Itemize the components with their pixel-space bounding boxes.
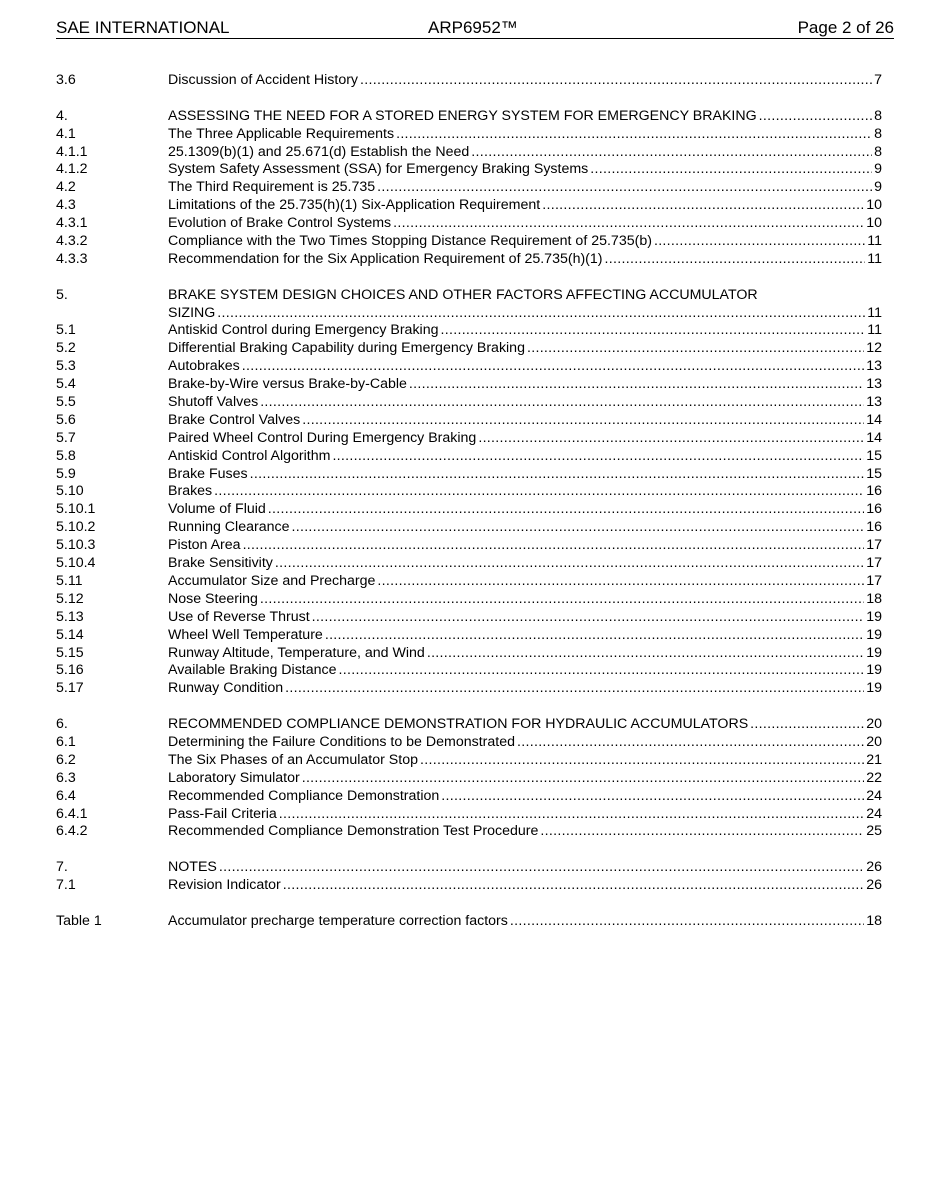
toc-entry-page: 11	[867, 304, 882, 321]
toc-entry-number: Table 1	[56, 912, 102, 929]
toc-entry	[56, 197, 882, 215]
toc-entry-title: Wheel Well Temperature	[168, 626, 323, 643]
toc-entry-number: 5.8	[56, 447, 76, 464]
toc-entry-page: 17	[866, 537, 882, 554]
toc-entry-number: 5.1	[56, 322, 76, 339]
toc-entry-number: 5.9	[56, 465, 76, 482]
toc-entry-title: The Third Requirement is 25.735	[168, 179, 376, 196]
toc-entry	[56, 752, 882, 770]
toc-entry-number: 5.10.3	[56, 537, 96, 554]
toc-entry-page: 15	[866, 447, 882, 464]
toc-entry	[56, 322, 882, 340]
toc-entry	[56, 466, 882, 484]
toc-leader-dots	[312, 609, 865, 627]
page-header	[56, 18, 894, 39]
toc-entry-title: Nose Steering	[168, 590, 258, 607]
toc-entry-title: Accumulator precharge temperature correction factors	[168, 912, 508, 929]
toc-leader-dots	[325, 627, 864, 645]
toc-leader-dots	[279, 806, 864, 824]
table-of-contents	[56, 72, 882, 931]
toc-entry	[56, 680, 882, 698]
toc-entry-number: 6.2	[56, 751, 76, 768]
toc-leader-dots	[377, 573, 864, 591]
toc-entry-number: 5.10.1	[56, 501, 96, 518]
toc-leader-dots	[654, 233, 865, 251]
toc-entry-page: 10	[866, 197, 882, 214]
toc-entry-page: 18	[866, 590, 882, 607]
toc-entry-number: 4.3.3	[56, 250, 88, 267]
toc-entry-number: 4.1.1	[56, 143, 88, 160]
toc-entry-number: 5.3	[56, 358, 76, 375]
toc-entry-title: Available Braking Distance	[168, 662, 337, 679]
toc-entry-title: 25.1309(b)(1) and 25.671(d) Establish the Need	[168, 143, 470, 160]
toc-entry-page: 14	[866, 429, 882, 446]
toc-entry	[56, 287, 882, 323]
toc-entry-number: 6.	[56, 716, 68, 733]
toc-leader-dots	[471, 144, 872, 162]
toc-entry-title: The Six Phases of an Accumulator Stop	[168, 751, 418, 768]
toc-entry-number: 3.6	[56, 71, 76, 88]
toc-entry-title: Revision Indicator	[168, 877, 281, 894]
toc-entry-page: 11	[867, 322, 882, 339]
header-doc-id: ARP6952™	[428, 18, 518, 37]
toc-leader-dots	[214, 483, 864, 501]
toc-entry	[56, 233, 882, 251]
toc-leader-dots	[542, 197, 864, 215]
toc-entry-number: 5.12	[56, 590, 84, 607]
toc-leader-dots	[517, 734, 864, 752]
toc-entry-number: 4.2	[56, 179, 76, 196]
toc-entry-title: Antiskid Control Algorithm	[168, 447, 331, 464]
toc-entry-number: 5.6	[56, 411, 76, 428]
toc-entry-title: Antiskid Control during Emergency Braking	[168, 322, 439, 339]
toc-entry-number: 5.2	[56, 340, 76, 357]
toc-entry-number: 5.17	[56, 680, 84, 697]
toc-entry-title: RECOMMENDED COMPLIANCE DEMONSTRATION FOR HYDRAULIC ACCUMULATORS	[168, 716, 749, 733]
toc-entry-page: 11	[867, 250, 882, 267]
toc-entry	[56, 376, 882, 394]
toc-entry-page: 13	[866, 376, 882, 393]
toc-entry-title: Accumulator Size and Precharge	[168, 572, 376, 589]
toc-entry-number: 4.1.2	[56, 161, 88, 178]
toc-entry-number: 6.1	[56, 733, 76, 750]
toc-leader-dots	[302, 412, 864, 430]
toc-leader-dots	[339, 662, 865, 680]
toc-entry	[56, 144, 882, 162]
toc-entry-page: 26	[866, 859, 882, 876]
toc-entry-number: 4.3.2	[56, 233, 88, 249]
toc-leader-dots	[409, 376, 864, 394]
toc-entry	[56, 573, 882, 591]
toc-entry	[56, 877, 882, 895]
toc-entry-title: Brake-by-Wire versus Brake-by-Cable	[168, 376, 407, 393]
toc-entry-page: 25	[866, 823, 882, 840]
toc-leader-dots	[393, 215, 864, 233]
toc-leader-dots	[605, 251, 866, 269]
toc-entry-number: 6.4	[56, 787, 76, 804]
toc-entry-page: 26	[866, 877, 882, 894]
toc-leader-dots	[243, 537, 865, 555]
toc-entry-title: Brake Control Valves	[168, 411, 301, 428]
toc-entry-page: 9	[874, 161, 882, 178]
toc-leader-dots	[590, 161, 872, 179]
toc-entry-title: Recommended Compliance Demonstration	[168, 787, 440, 804]
toc-entry	[56, 448, 882, 466]
toc-entry	[56, 412, 882, 430]
toc-entry	[56, 770, 882, 788]
toc-entry-number: 4.3.1	[56, 215, 88, 232]
toc-entry	[56, 662, 882, 680]
toc-entry-number: 4.3	[56, 197, 76, 214]
toc-entry-number: 6.3	[56, 769, 76, 786]
toc-entry	[56, 716, 882, 734]
toc-entry-number: 5.10	[56, 483, 84, 500]
toc-leader-dots	[302, 770, 865, 788]
toc-entry	[56, 394, 882, 412]
toc-entry-title: NOTES	[168, 859, 217, 876]
toc-entry-title: Volume of Fluid	[168, 501, 266, 518]
toc-entry-page: 19	[866, 662, 882, 679]
toc-entry-page: 9	[874, 179, 882, 196]
toc-leader-dots	[540, 823, 864, 841]
toc-entry-title: Brakes	[168, 483, 213, 500]
toc-entry-page: 21	[866, 751, 882, 768]
toc-entry-number: 5.4	[56, 376, 76, 393]
toc-entry-page: 18	[866, 912, 882, 929]
toc-entry-title: Evolution of Brake Control Systems	[168, 215, 392, 232]
toc-entry	[56, 788, 882, 806]
toc-leader-dots	[285, 680, 864, 698]
toc-entry-number: 6.4.1	[56, 805, 88, 822]
toc-leader-dots	[242, 358, 864, 376]
toc-entry	[56, 179, 882, 197]
toc-entry-number: 5.7	[56, 429, 76, 446]
toc-leader-dots	[291, 519, 864, 537]
toc-entry	[56, 734, 882, 752]
toc-leader-dots	[377, 179, 872, 197]
toc-entry-page: 19	[866, 644, 882, 661]
toc-entry-number: 7.1	[56, 877, 76, 894]
toc-leader-dots	[420, 752, 864, 770]
header-org: SAE INTERNATIONAL	[56, 18, 230, 37]
toc-entry-page: 17	[866, 555, 882, 572]
toc-entry-page: 20	[866, 733, 882, 750]
toc-entry-page: 13	[866, 394, 882, 411]
toc-leader-dots	[283, 877, 864, 895]
toc-entry	[56, 161, 882, 179]
toc-entry-title: Differential Braking Capability during Emergency Braking	[168, 340, 525, 357]
toc-entry-title: Determining the Failure Conditions to be Demonstrated	[168, 733, 515, 750]
toc-entry-title: System Safety Assessment (SSA) for Emergency Braking Systems	[168, 161, 589, 178]
toc-leader-dots	[360, 72, 872, 90]
toc-entry-title: Pass-Fail Criteria	[168, 805, 277, 822]
toc-entry-number: 7.	[56, 859, 68, 876]
toc-leader-dots	[250, 466, 865, 484]
toc-entry-title: Recommended Compliance Demonstration Test Procedure	[168, 823, 539, 840]
toc-entry-number: 4.1	[56, 125, 76, 142]
toc-entry-page: 19	[866, 626, 882, 643]
toc-entry-page: 16	[866, 483, 882, 500]
toc-leader-dots	[332, 448, 864, 466]
toc-entry-number: 5.	[56, 286, 68, 303]
toc-entry-number: 5.13	[56, 608, 84, 625]
toc-entry	[56, 806, 882, 824]
toc-entry-page: 24	[866, 805, 882, 822]
toc-entry	[56, 537, 882, 555]
toc-entry-title-cont: SIZING	[168, 304, 216, 321]
toc-entry-page: 24	[866, 787, 882, 804]
toc-leader-dots	[260, 394, 864, 412]
toc-leader-dots	[478, 430, 864, 448]
toc-leader-dots	[275, 555, 864, 573]
toc-entry-title: ASSESSING THE NEED FOR A STORED ENERGY SYSTEM FOR EMERGENCY BRAKING	[168, 107, 757, 124]
toc-leader-dots	[396, 126, 872, 144]
toc-entry	[56, 358, 882, 376]
toc-entry-page: 19	[866, 680, 882, 697]
toc-leader-dots	[260, 591, 864, 609]
toc-entry	[56, 609, 882, 627]
toc-entry-page: 11	[867, 233, 882, 249]
toc-leader-dots	[217, 305, 865, 323]
toc-entry-number: 4.	[56, 107, 68, 124]
toc-entry-title: Shutoff Valves	[168, 394, 259, 411]
toc-entry-page: 12	[866, 340, 882, 357]
toc-leader-dots	[268, 501, 864, 519]
toc-entry-page: 22	[866, 769, 882, 786]
toc-leader-dots	[219, 859, 864, 877]
toc-entry	[56, 627, 882, 645]
toc-entry-number: 5.10.4	[56, 555, 96, 572]
toc-entry-title: The Three Applicable Requirements	[168, 125, 395, 142]
toc-leader-dots	[440, 322, 865, 340]
toc-entry-title: BRAKE SYSTEM DESIGN CHOICES AND OTHER FACTORS AFFECTING ACCUMULATOR	[168, 286, 758, 303]
toc-entry-page: 16	[866, 519, 882, 536]
toc-entry-page: 13	[866, 358, 882, 375]
toc-entry	[56, 823, 882, 841]
toc-entry-title: Running Clearance	[168, 519, 290, 536]
toc-entry-title: Paired Wheel Control During Emergency Braking	[168, 429, 477, 446]
toc-entry	[56, 340, 882, 358]
toc-entry-title: Compliance with the Two Times Stopping Distance Requirement of 25.735(b)	[168, 233, 652, 249]
toc-entry-title: Discussion of Accident History	[168, 71, 359, 88]
toc-entry	[56, 913, 882, 931]
toc-entry-title: Use of Reverse Thrust	[168, 608, 310, 625]
toc-entry	[56, 430, 882, 448]
toc-entry-page: 14	[866, 411, 882, 428]
toc-entry-page: 8	[874, 107, 882, 124]
toc-entry-number: 6.4.2	[56, 823, 88, 840]
toc-leader-dots	[441, 788, 864, 806]
toc-leader-dots	[750, 716, 864, 734]
toc-entry-number: 5.15	[56, 644, 84, 661]
toc-entry-page: 15	[866, 465, 882, 482]
toc-entry-number: 5.16	[56, 662, 84, 679]
toc-entry-number: 5.10.2	[56, 519, 96, 536]
header-page-label: Page 2 of 26	[797, 18, 894, 37]
toc-entry	[56, 484, 882, 502]
toc-entry	[56, 519, 882, 537]
toc-entry-number: 5.5	[56, 394, 76, 411]
toc-entry-title: Brake Fuses	[168, 465, 248, 482]
toc-entry-title: Runway Altitude, Temperature, and Wind	[168, 644, 425, 661]
toc-entry-page: 7	[874, 71, 882, 88]
toc-entry-page: 8	[874, 125, 882, 142]
toc-entry-title: Laboratory Simulator	[168, 769, 300, 786]
toc-entry-page: 20	[866, 716, 882, 733]
toc-leader-dots	[427, 645, 864, 663]
toc-entry-title: Limitations of the 25.735(h)(1) Six-Application Requirement	[168, 197, 541, 214]
toc-entry-number: 5.14	[56, 626, 84, 643]
toc-entry	[56, 251, 882, 269]
toc-entry-title: Autobrakes	[168, 358, 240, 375]
toc-entry	[56, 126, 882, 144]
toc-entry	[56, 215, 882, 233]
toc-leader-dots	[527, 340, 864, 358]
toc-entry-title: Recommendation for the Six Application Requirement of 25.735(h)(1)	[168, 250, 603, 267]
toc-entry-page: 17	[866, 572, 882, 589]
toc-entry-title: Runway Condition	[168, 680, 284, 697]
toc-entry	[56, 72, 882, 90]
toc-entry-page: 10	[866, 215, 882, 232]
toc-entry-number: 5.11	[56, 572, 83, 589]
toc-entry-page: 19	[866, 608, 882, 625]
toc-entry	[56, 645, 882, 663]
toc-entry	[56, 555, 882, 573]
toc-leader-dots	[510, 913, 864, 931]
toc-entry-page: 16	[866, 501, 882, 518]
toc-entry	[56, 591, 882, 609]
toc-entry-page: 8	[874, 143, 882, 160]
toc-entry-title: Piston Area	[168, 537, 241, 554]
toc-leader-dots	[759, 108, 872, 126]
toc-entry	[56, 108, 882, 126]
toc-entry	[56, 859, 882, 877]
toc-entry	[56, 501, 882, 519]
toc-entry-title: Brake Sensitivity	[168, 555, 273, 572]
